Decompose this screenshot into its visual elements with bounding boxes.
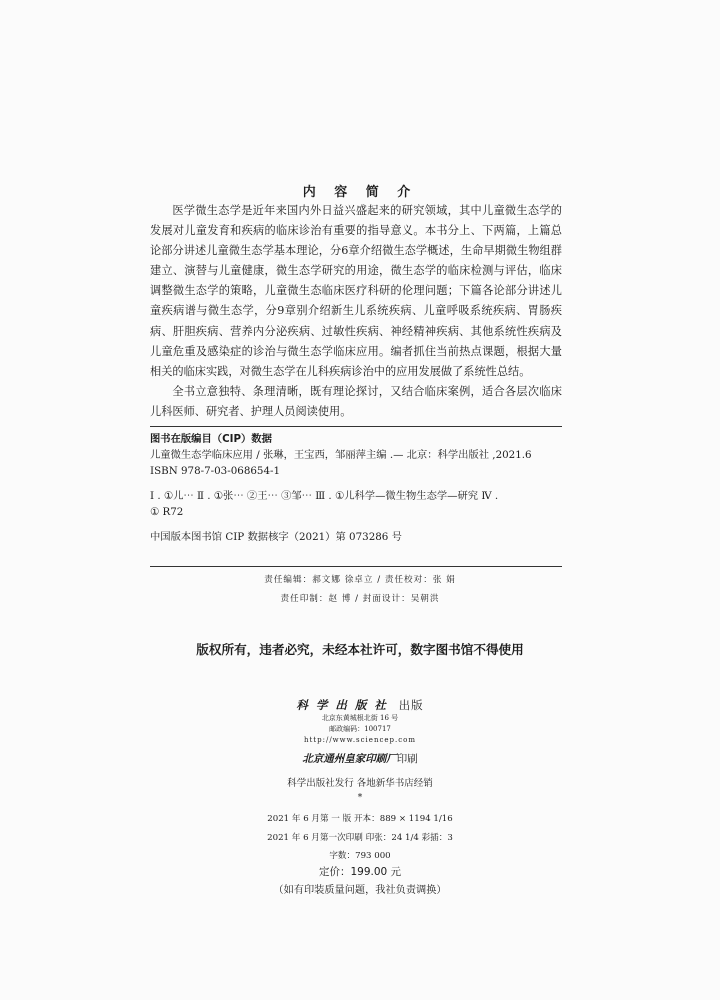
printer-suffix: 印刷	[396, 753, 418, 765]
quality-notice: （如有印装质量问题，我社负责调换）	[273, 885, 447, 896]
divider	[150, 566, 562, 567]
distribution-line: 科学出版社发行 各地新华书店经销	[287, 778, 433, 789]
printer-line	[0, 751, 720, 766]
cip-classification-line: Ⅰ . ①儿⋯ Ⅱ . ①张⋯ ②王⋯ ③邹⋯ Ⅲ . ①儿科学—微生物生态学—研究 Ⅳ .	[150, 490, 499, 502]
intro-paragraph: 医学微生态学是近年来国内外日益兴盛起来的研究领域，其中儿童微生态学的发展对儿童发育和疾病的临床诊治有重要的指导意义。本书分上、下两篇，上篇总论部分讲述儿童微生态学基本理论，分6章介绍微生态学概述，生命早期微生物组群建立、演替与儿童健康，微生态学研究的用途，微生态学的临床检测与评估，临床调整微生态学的策略，儿童微生态临床医疗科研的伦理问题；下篇各论部分讲述儿童疾病谱与微生态学，分9章别介绍新生儿系统疾病、儿童呼吸系统疾病、胃肠疾病、肝胆疾病、营养内分泌疾病、过敏性疾病、神经精神疾病、其他系统性疾病及儿童危重及感染症的诊治与微生态学临床应用。编者抓住当前热点课题，根据大量相关的临床实践，对微生态学在儿科疾病诊治中的应用发展做了系统性总结。	[150, 204, 562, 378]
printer-name: 北京通州皇家印刷厂	[302, 753, 397, 765]
publisher-address: 北京东黄城根北街 16 号	[321, 714, 399, 722]
cip-bibliographic-line: 儿童微生态学临床应用 / 张琳，王宝西，邹丽萍主编 .— 北京：科学出版社 ,2021.6	[150, 449, 532, 461]
publisher-name	[0, 697, 720, 713]
staff-credits	[0, 571, 720, 609]
intro-title: 内 容 简 介	[302, 185, 418, 200]
separator-star: *	[357, 793, 363, 803]
copyright-notice: 版权所有，违者必究，未经本社许可，数字图书馆不得使用	[196, 642, 524, 657]
staff-line-production: 责任印制：赵 博 / 封面设计：吴朝洪	[280, 594, 440, 604]
publisher-suffix: 出版	[398, 698, 424, 712]
price: 定价：199.00 元	[318, 866, 402, 878]
printing-line: 2021 年 6 月第一次印刷 印张：24 1/4 彩插：3	[267, 832, 453, 843]
publisher-url: http://www.sciencep.com	[303, 736, 416, 744]
publisher-logo-text: 科学出版社	[296, 698, 394, 712]
cip-isbn: ISBN 978-7-03-068654-1	[150, 465, 281, 477]
word-count: 字数：793 000	[329, 851, 391, 861]
staff-line-editors: 责任编辑：郝文娜 徐卓立 / 责任校对：张 娟	[264, 575, 456, 585]
divider	[150, 426, 562, 427]
cip-heading: 图书在版编目（CIP）数据	[150, 433, 272, 445]
publisher-block	[0, 697, 720, 746]
cip-classification-code: ① R72	[150, 506, 184, 518]
publisher-postcode: 邮政编码：100717	[329, 725, 391, 733]
cip-block	[150, 431, 570, 545]
cip-record-number: 中国版本图书馆 CIP 数据核字（2021）第 073286 号	[150, 531, 402, 543]
intro-body	[150, 201, 562, 422]
publication-info	[0, 810, 720, 866]
edition-line: 2021 年 6 月第 一 版 开本：889 × 1194 1/16	[267, 814, 453, 824]
intro-paragraph: 全书立意独特、条理清晰，既有理论探讨，又结合临床案例，适合各层次临床儿科医师、研究者、护理人员阅读使用。	[150, 384, 562, 418]
